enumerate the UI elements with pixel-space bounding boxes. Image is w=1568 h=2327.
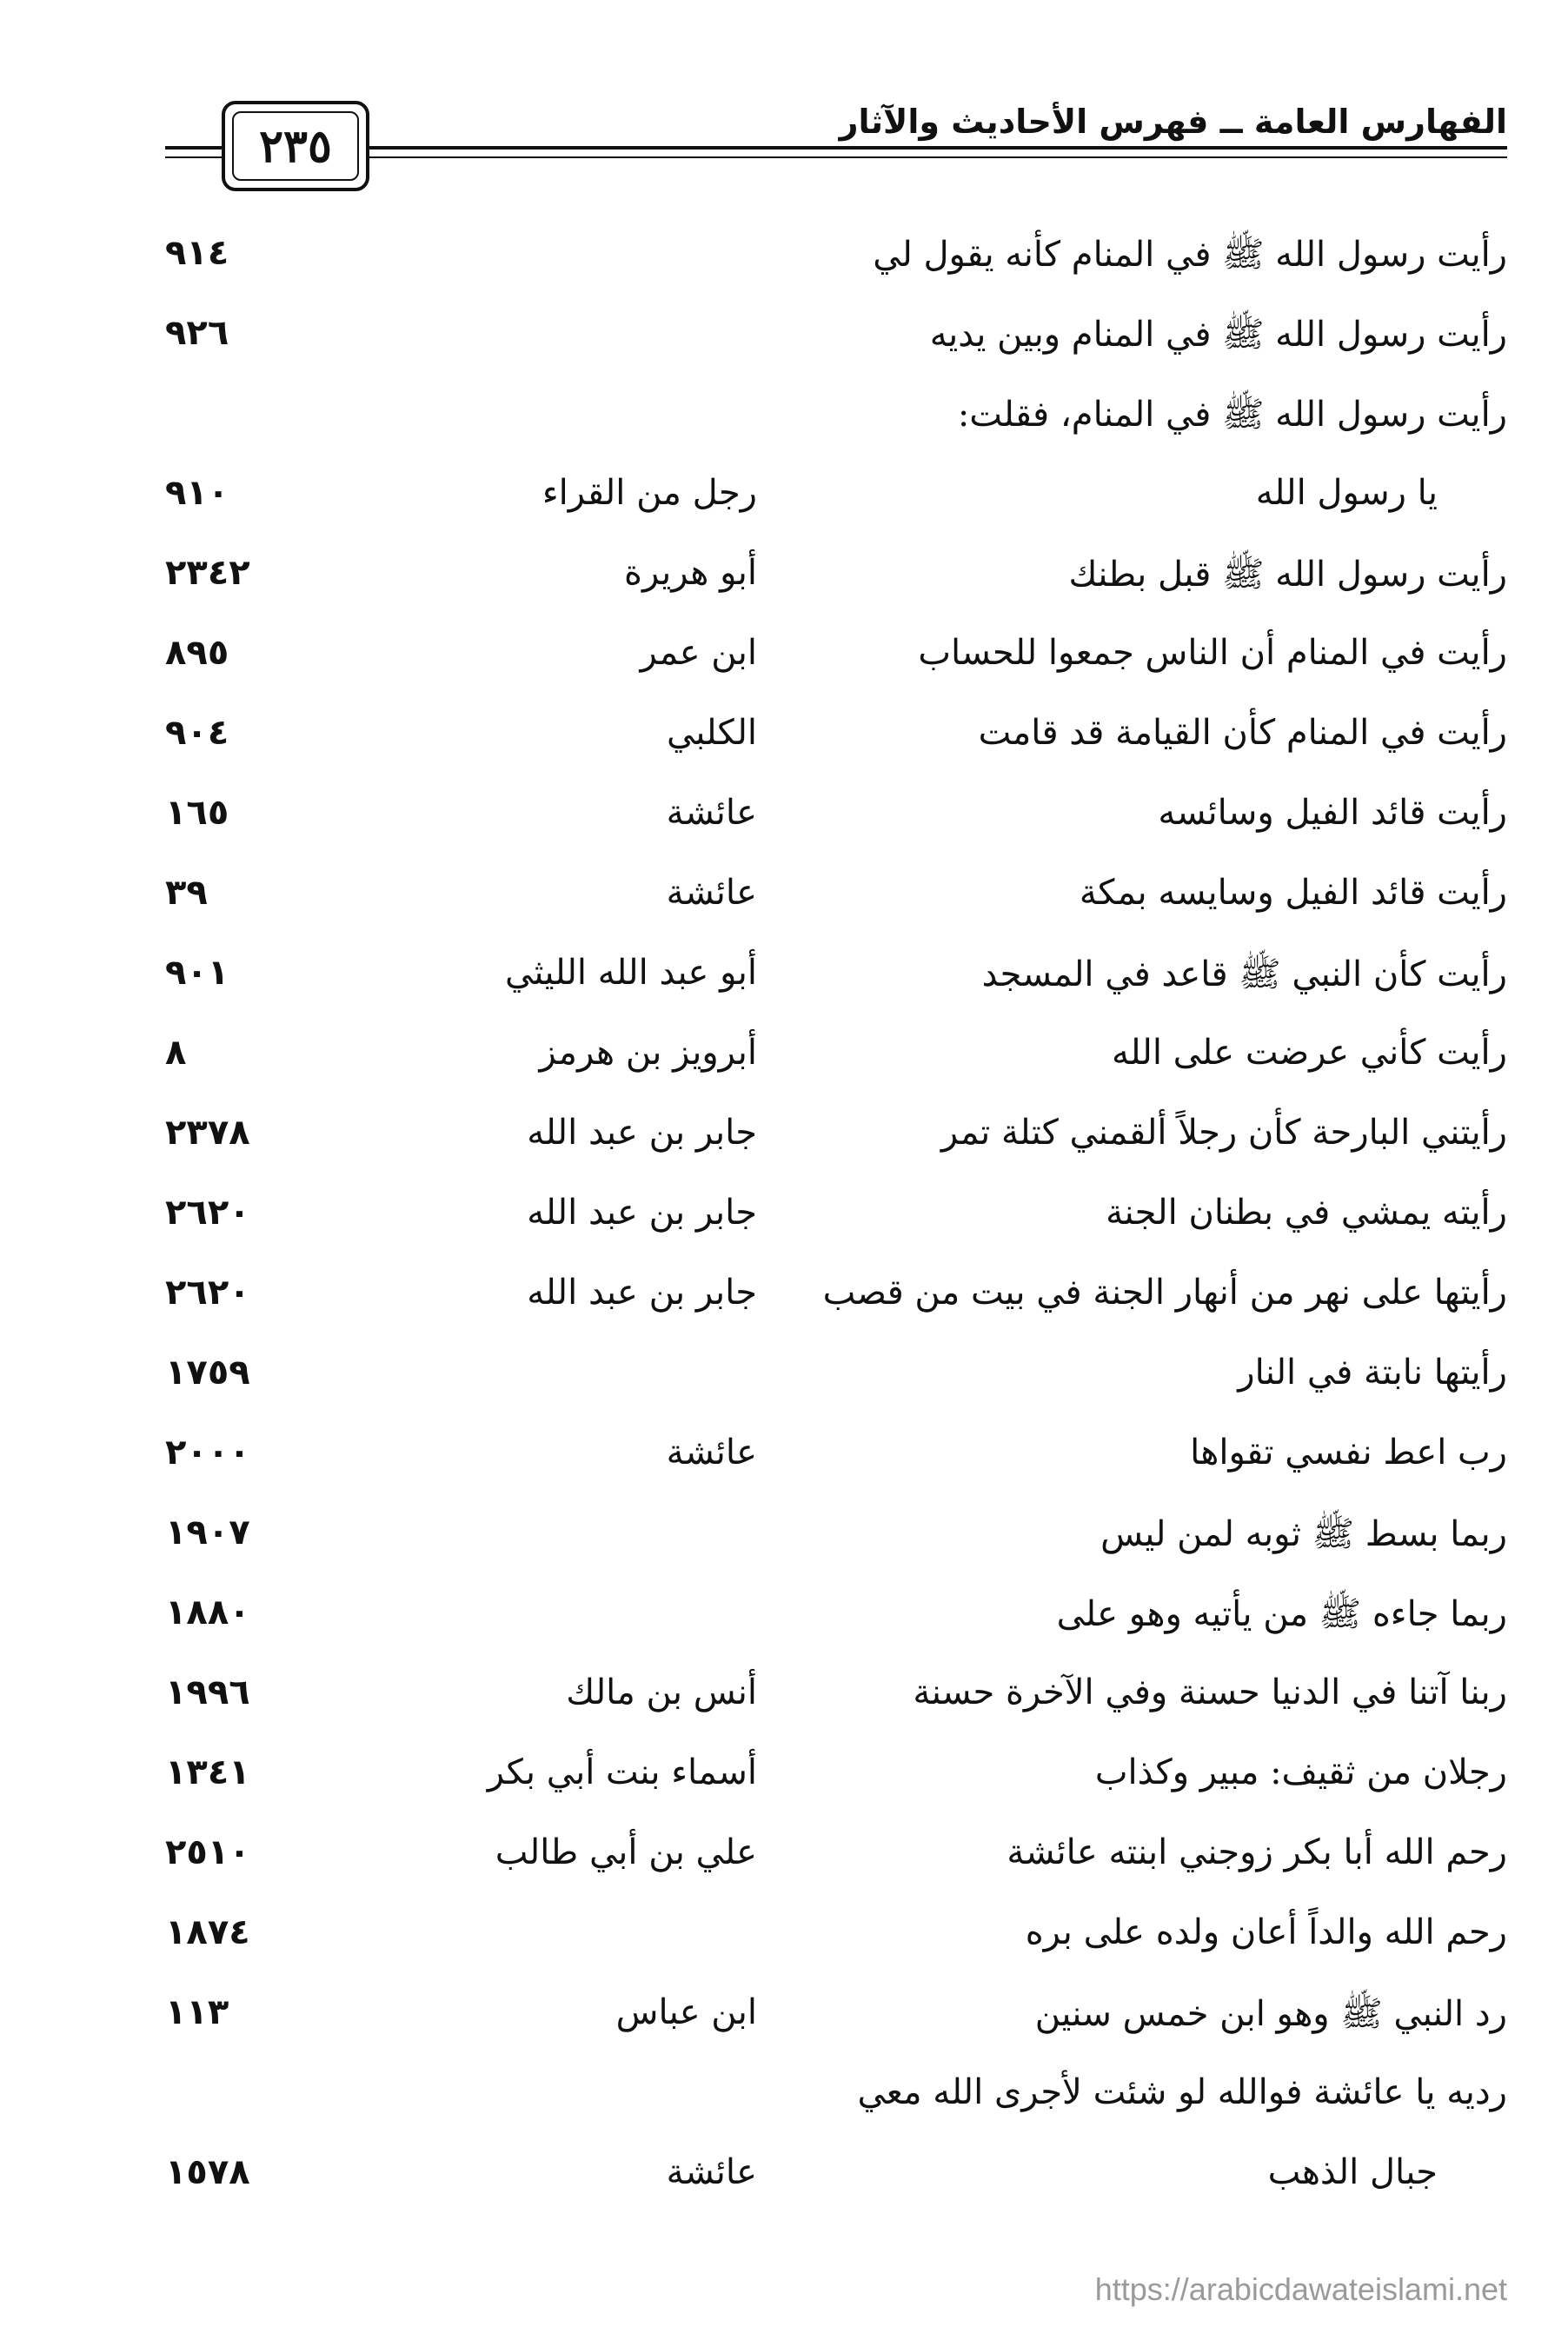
- index-entry: [0, 1433, 1568, 1502]
- entry-number: ١٨٨٠: [165, 1592, 250, 1632]
- page-number-frame: [222, 101, 369, 191]
- index-entry: [0, 1912, 1568, 1982]
- entry-text: ربنا آتنا في الدنيا حسنة وفي الآخرة حسنة: [913, 1672, 1507, 1712]
- entry-text: رأيت رسول الله ﷺ في المنام وبين يديه: [929, 315, 1507, 355]
- index-entry: [0, 233, 1568, 303]
- entry-narrator: جابر بن عبد الله: [527, 1273, 757, 1313]
- entry-text: رحم الله أبا بكر زوجني ابنته عائشة: [1007, 1832, 1507, 1872]
- entry-number: ٨: [165, 1033, 187, 1073]
- entry-text: رأيتني البارحة كأن رجلاً ألقمني كتلة تمر: [940, 1113, 1507, 1153]
- entry-number: ٩٠١: [165, 953, 229, 993]
- entry-number: ٢٣٤٢: [165, 553, 250, 593]
- index-entry: [0, 1513, 1568, 1582]
- header-rule-right-top: [369, 146, 1507, 150]
- entry-number: ٣٩: [165, 873, 208, 913]
- entry-text: رأيت كأن النبي ﷺ قاعد في المسجد: [981, 954, 1507, 994]
- entry-text: يا رسول الله: [1255, 473, 1438, 513]
- index-entry: [0, 393, 1568, 462]
- entry-text: رأيت كأني عرضت على الله: [1111, 1033, 1507, 1073]
- entry-number: ٢٣٧٨: [165, 1113, 250, 1153]
- index-entry: [0, 713, 1568, 782]
- entry-number: ٩١٠: [165, 473, 229, 513]
- entry-number: ٩١٤: [165, 233, 229, 273]
- entry-text: رأيتها على نهر من أنهار الجنة في بيت من قصب: [822, 1273, 1507, 1313]
- entry-number: ٩٢٦: [165, 313, 229, 353]
- entry-number: ١١٣: [165, 1992, 229, 2032]
- entry-narrator: عائشة: [666, 873, 757, 913]
- index-entry: [0, 1353, 1568, 1422]
- entry-text: رحم الله والداً أعان ولده على بره: [1025, 1912, 1507, 1952]
- entry-text: رأيت في المنام أن الناس جمعوا للحساب: [918, 633, 1507, 673]
- entry-number: ١٥٧٨: [165, 2152, 250, 2192]
- entry-number: ٢٦٢٠: [165, 1193, 250, 1233]
- entry-narrator: عائشة: [666, 2152, 757, 2192]
- entry-text: رأيت رسول الله ﷺ في المنام، فقلت:: [957, 395, 1507, 435]
- entry-text: رأيت قائد الفيل وسائسه: [1158, 793, 1507, 833]
- entry-number: ١٨٧٤: [165, 1912, 250, 1952]
- index-entry: [0, 2072, 1568, 2142]
- entry-number: ٢٥١٠: [165, 1832, 250, 1872]
- entry-number: ٩٠٤: [165, 713, 229, 753]
- entry-text: رأيتها نابتة في النار: [1238, 1353, 1507, 1393]
- index-entry: [0, 473, 1568, 542]
- entry-text: رأيته يمشي في بطنان الجنة: [1106, 1193, 1507, 1233]
- entry-text: ربما جاءه ﷺ من يأتيه وهو على: [1056, 1594, 1507, 1634]
- entry-narrator: ابن عمر: [640, 633, 757, 673]
- entry-text: ربما بسط ﷺ ثوبه لمن ليس: [1100, 1514, 1507, 1554]
- entry-narrator: رجل من القراء: [541, 473, 757, 513]
- index-entry: [0, 633, 1568, 702]
- entry-narrator: أنس بن مالك: [566, 1672, 757, 1712]
- entry-text: رجلان من ثقيف: مبير وكذاب: [1094, 1752, 1507, 1792]
- entry-narrator: جابر بن عبد الله: [527, 1113, 757, 1153]
- entry-text: رب اعط نفسي تقواها: [1190, 1433, 1507, 1473]
- entry-text: رديه يا عائشة فوالله لو شئت لأجرى الله معي: [857, 2072, 1507, 2112]
- index-entry: [0, 313, 1568, 382]
- entry-narrator: أبرويز بن هرمز: [539, 1033, 757, 1073]
- entry-narrator: جابر بن عبد الله: [527, 1193, 757, 1233]
- page-number: ٢٣٥: [232, 111, 359, 181]
- entry-text: رأيت في المنام كأن القيامة قد قامت: [978, 713, 1507, 753]
- entry-number: ١٩٩٦: [165, 1672, 250, 1712]
- index-entry: [0, 2152, 1568, 2222]
- entry-number: ١٧٥٩: [165, 1353, 250, 1393]
- index-entry: [0, 1033, 1568, 1102]
- header-rule-left-bottom: [165, 156, 222, 158]
- entry-number: ١٩٠٧: [165, 1513, 250, 1552]
- entry-narrator: الكلبي: [666, 713, 757, 753]
- entry-number: ٢٦٢٠: [165, 1273, 250, 1313]
- index-entry: [0, 1193, 1568, 1262]
- entry-number: ١٣٤١: [165, 1752, 250, 1792]
- entry-text: رأيت قائد الفيل وسايسه بمكة: [1079, 873, 1507, 913]
- header-rule-left-top: [165, 146, 222, 150]
- entry-text: جبال الذهب: [1267, 2152, 1438, 2192]
- index-entry: [0, 1273, 1568, 1342]
- entry-text: رأيت رسول الله ﷺ قبل بطنك: [1068, 555, 1507, 595]
- entry-narrator: ابن عباس: [615, 1992, 757, 2032]
- entry-text: رد النبي ﷺ وهو ابن خمس سنين: [1034, 1994, 1507, 2034]
- running-header-title: الفهارس العامة ــ فهرس الأحاديث والآثار: [839, 103, 1507, 141]
- entry-narrator: عائشة: [666, 1433, 757, 1473]
- index-entry: [0, 1752, 1568, 1822]
- entry-narrator: علي بن أبي طالب: [495, 1832, 757, 1872]
- entry-narrator: أبو عبد الله الليثي: [505, 953, 757, 993]
- index-entry: [0, 1592, 1568, 1662]
- entry-number: ١٦٥: [165, 793, 229, 833]
- entry-narrator: عائشة: [666, 793, 757, 833]
- entry-number: ٢٠٠٠: [165, 1433, 250, 1473]
- index-entry: [0, 1832, 1568, 1902]
- index-entry: [0, 1672, 1568, 1742]
- index-entry: [0, 1113, 1568, 1182]
- entry-narrator: أبو هريرة: [624, 553, 757, 593]
- header-rule-right-bottom: [369, 156, 1507, 158]
- index-entry: [0, 1992, 1568, 2062]
- index-entry: [0, 953, 1568, 1022]
- entry-text: رأيت رسول الله ﷺ في المنام كأنه يقول لي: [873, 235, 1507, 275]
- watermark-url: https://arabicdawateislami.net: [1094, 2271, 1507, 2307]
- entry-narrator: أسماء بنت أبي بكر: [487, 1752, 757, 1792]
- index-entry: [0, 873, 1568, 942]
- entry-number: ٨٩٥: [165, 633, 229, 673]
- index-entry: [0, 553, 1568, 622]
- index-entry: [0, 793, 1568, 862]
